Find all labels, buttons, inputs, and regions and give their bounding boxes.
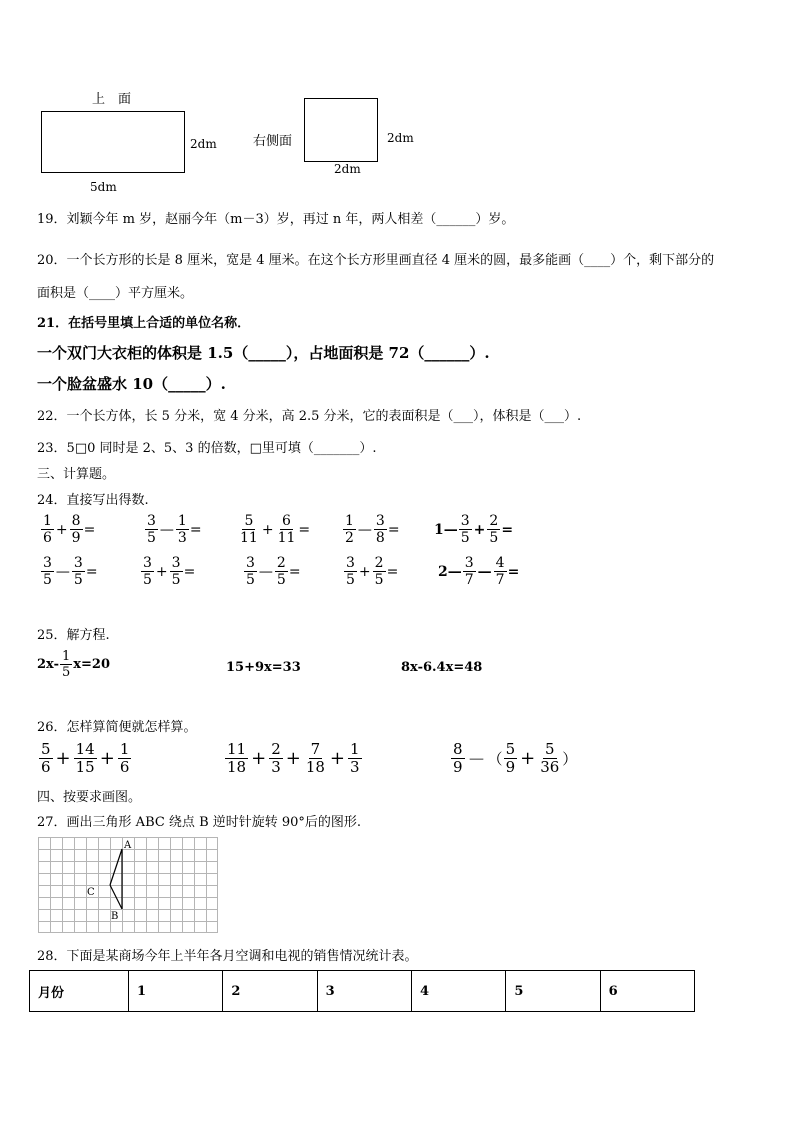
exercise-r2c2: $\frac{3}{5}$ + $\frac{3}{5}$ = xyxy=(143,555,196,588)
exercise-r1c5: 1— $\frac{3}{5}$ + $\frac{2}{5}$ = xyxy=(434,513,514,546)
side-view-rect xyxy=(304,98,378,162)
table-header-cell: 6 xyxy=(600,971,694,1012)
table-header-cell: 1 xyxy=(129,971,223,1012)
table-header-cell: 3 xyxy=(317,971,411,1012)
table-header-cell: 2 xyxy=(223,971,317,1012)
exercise-r2c5: 2— $\frac{3}{7}$ — $\frac{4}{7}$ = xyxy=(438,555,520,588)
exercise-r1c3: $\frac{5}{11}$ + $\frac{6}{11}$ = xyxy=(240,513,311,546)
top-view-rect xyxy=(41,111,185,173)
exercise-r2c3: $\frac{3}{5}$ — $\frac{2}{5}$ = xyxy=(246,555,301,588)
question-20-line1: 20．一个长方形的长是 8 厘米，宽是 4 厘米。在这个长方形里画直径 4 厘米的圆，最多能画（____）个，剩下部分的 xyxy=(37,253,715,268)
equation-3: 8x-6.4x=48 xyxy=(401,660,483,675)
equation-2: 15+9x=33 xyxy=(226,660,301,675)
exercise-r1c2: $\frac{3}{5}$ — $\frac{1}{3}$ = xyxy=(147,513,202,546)
question-24-title: 24．直接写出得数. xyxy=(37,493,149,508)
top-view-height: 2dm xyxy=(190,137,217,151)
equation-1: 2x- $\frac{1}{5}$ x=20 xyxy=(37,649,110,680)
question-27: 27．画出三角形 ABC 绕点 B 逆时针旋转 90°后的图形. xyxy=(37,815,362,830)
side-view-height: 2dm xyxy=(387,131,414,145)
section-3-heading: 三、计算题。 xyxy=(37,467,116,482)
point-b-label: B xyxy=(111,911,119,922)
exercise-r1c1: $\frac{1}{6}$ + $\frac{8}{9}$ = xyxy=(43,513,96,546)
table-header-cell: 5 xyxy=(506,971,600,1012)
side-view-label: 右侧面 xyxy=(253,134,293,149)
question-28: 28．下面是某商场今年上半年各月空调和电视的销售情况统计表。 xyxy=(37,949,418,964)
question-25-title: 25．解方程. xyxy=(37,628,110,643)
question-22: 22．一个长方体，长 5 分米，宽 4 分米，高 2.5 分米，它的表面积是（___），体积是（___）. xyxy=(37,409,582,424)
question-21-line1: 一个双门大衣柜的体积是 1.5（_____），占地面积是 72（______）. xyxy=(37,344,490,362)
exercise-r2c1: $\frac{3}{5}$ — $\frac{3}{5}$ = xyxy=(43,555,98,588)
question-21-title: 21．在括号里填上合适的单位名称． xyxy=(37,316,251,331)
question-19: 19．刘颖今年 m 岁，赵丽今年（m－3）岁，再过 n 年，两人相差（______）岁。 xyxy=(37,212,515,227)
top-view-width: 5dm xyxy=(90,180,117,194)
top-view-label: 上 面 xyxy=(92,92,132,107)
rotation-grid xyxy=(38,837,218,933)
question-20-line2: 面积是（____）平方厘米。 xyxy=(37,286,194,301)
simplify-expression-2: $\frac{11}{18}$ + $\frac{2}{3}$ + $\frac{7}{18}$ + $\frac{1}{3}$ xyxy=(227,740,360,776)
section-4-heading: 四、按要求画图。 xyxy=(37,790,142,805)
table-row xyxy=(30,971,695,1012)
question-23: 23．5□0 同时是 2、5、3 的倍数，□里可填（_______）. xyxy=(37,441,377,456)
triangle-abc xyxy=(110,849,122,909)
simplify-expression-3: $\frac{8}{9}$ － （ $\frac{5}{9}$ + $\frac{5}{36}$ ） xyxy=(453,740,578,776)
table-header-cell: 月份 xyxy=(30,971,129,1012)
question-26-title: 26．怎样算简便就怎样算。 xyxy=(37,720,197,735)
sales-table xyxy=(29,970,695,1012)
table-header-cell: 4 xyxy=(411,971,505,1012)
exercise-r2c4: $\frac{3}{5}$ + $\frac{2}{5}$ = xyxy=(346,555,399,588)
exercise-r1c4: $\frac{1}{2}$ — $\frac{3}{8}$ = xyxy=(345,513,400,546)
point-c-label: C xyxy=(87,887,95,898)
simplify-expression-1: $\frac{5}{6}$ + $\frac{14}{15}$ + $\frac{1}{6}$ xyxy=(41,740,130,776)
question-21-line2: 一个脸盆盛水 10（_____）. xyxy=(37,375,226,393)
side-view-width: 2dm xyxy=(334,162,361,176)
point-a-label: A xyxy=(124,840,132,851)
